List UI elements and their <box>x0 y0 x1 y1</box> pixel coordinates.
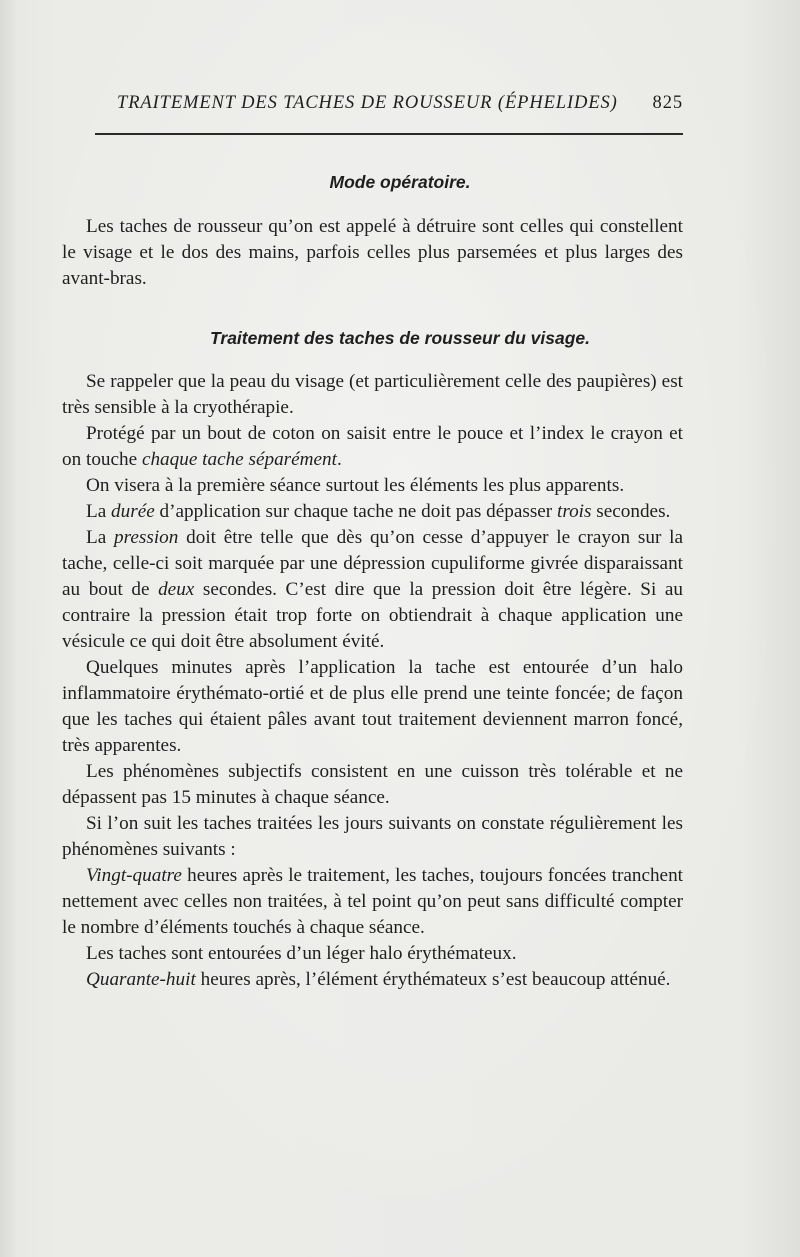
emphasis: trois <box>557 501 592 522</box>
text-run: Protégé par un bout de coton on saisit entre le pouce et l’index le crayon et on touche <box>62 423 683 470</box>
paragraph <box>62 525 683 655</box>
paragraph: Quelques minutes après l’application la tache est entourée d’un halo inflammatoire érythémato-ortié et de plus elle prend une teinte foncée; de façon que les taches qui étaient pâles avant tout traitement deviennent marron foncé, très apparentes. <box>62 657 683 756</box>
text-run: secondes. <box>591 501 671 522</box>
text-run: La <box>86 501 112 522</box>
emphasis: durée <box>111 501 155 522</box>
section-heading-mode-operatoire: Mode opératoire. <box>329 172 471 192</box>
page-number: 825 <box>652 93 683 113</box>
text-run: . <box>336 449 342 470</box>
paragraph <box>62 421 683 473</box>
paragraph: Les taches sont entourées d’un léger halo érythémateux. <box>86 943 517 964</box>
text-run: secondes. C’est dire que la pression doit être légère. Si au contraire la pression était trop forte on obtiendrait à chaque application une vésicule ce qui doit être absolument évité. <box>62 579 683 652</box>
running-head <box>117 93 683 123</box>
section-mode-operatoire-body <box>62 214 683 292</box>
paragraph: Si l’on suit les taches traitées les jours suivants on constate régulièrement les phénomènes suivants : <box>62 813 683 860</box>
emphasis: pression <box>114 527 179 548</box>
text-run: heures après, l’élément érythémateux s’est beaucoup atténué. <box>195 969 671 990</box>
section-heading-traitement-visage: Traitement des taches de rousseur du visage. <box>210 328 590 348</box>
header-rule <box>95 133 683 135</box>
paragraph <box>62 499 683 525</box>
paragraph: Les taches de rousseur qu’on est appelé à détruire sont celles qui constellent le visage et le dos des mains, parfois celles plus parsemées et plus larges des avant-bras. <box>62 216 683 289</box>
paragraph: Les phénomènes subjectifs consistent en une cuisson très tolérable et ne dépassent pas 15 minutes à chaque séance. <box>62 761 683 808</box>
paragraph: On visera à la première séance surtout les éléments les plus apparents. <box>86 475 625 496</box>
paragraph <box>62 863 683 941</box>
text-run: heures après le traitement, les taches, toujours foncées tranchent nettement avec celles non traitées, à tel point qu’on peut sans difficulté compter le nombre d’éléments touchés à chaque séance. <box>62 865 683 938</box>
emphasis: Vingt-quatre <box>86 865 182 886</box>
text-run: doit être telle que dès qu’on cesse d’appuyer le crayon sur la tache, celle-ci soit marquée par une dépression cupuliforme givrée disparaissant au bout de <box>62 527 683 600</box>
emphasis: Quarante-huit <box>86 969 196 990</box>
paragraph <box>62 967 683 993</box>
text-run: La <box>86 527 115 548</box>
running-title: TRAITEMENT DES TACHES DE ROUSSEUR (ÉPHELIDES) <box>117 93 618 113</box>
emphasis: deux <box>158 579 195 600</box>
emphasis: chaque tache séparément <box>141 449 337 470</box>
paragraph: Se rappeler que la peau du visage (et particulièrement celle des paupières) est très sensible à la cryothérapie. <box>62 371 683 418</box>
section-traitement-visage-body <box>62 369 683 993</box>
text-run: d’application sur chaque tache ne doit pas dépasser <box>154 501 557 522</box>
